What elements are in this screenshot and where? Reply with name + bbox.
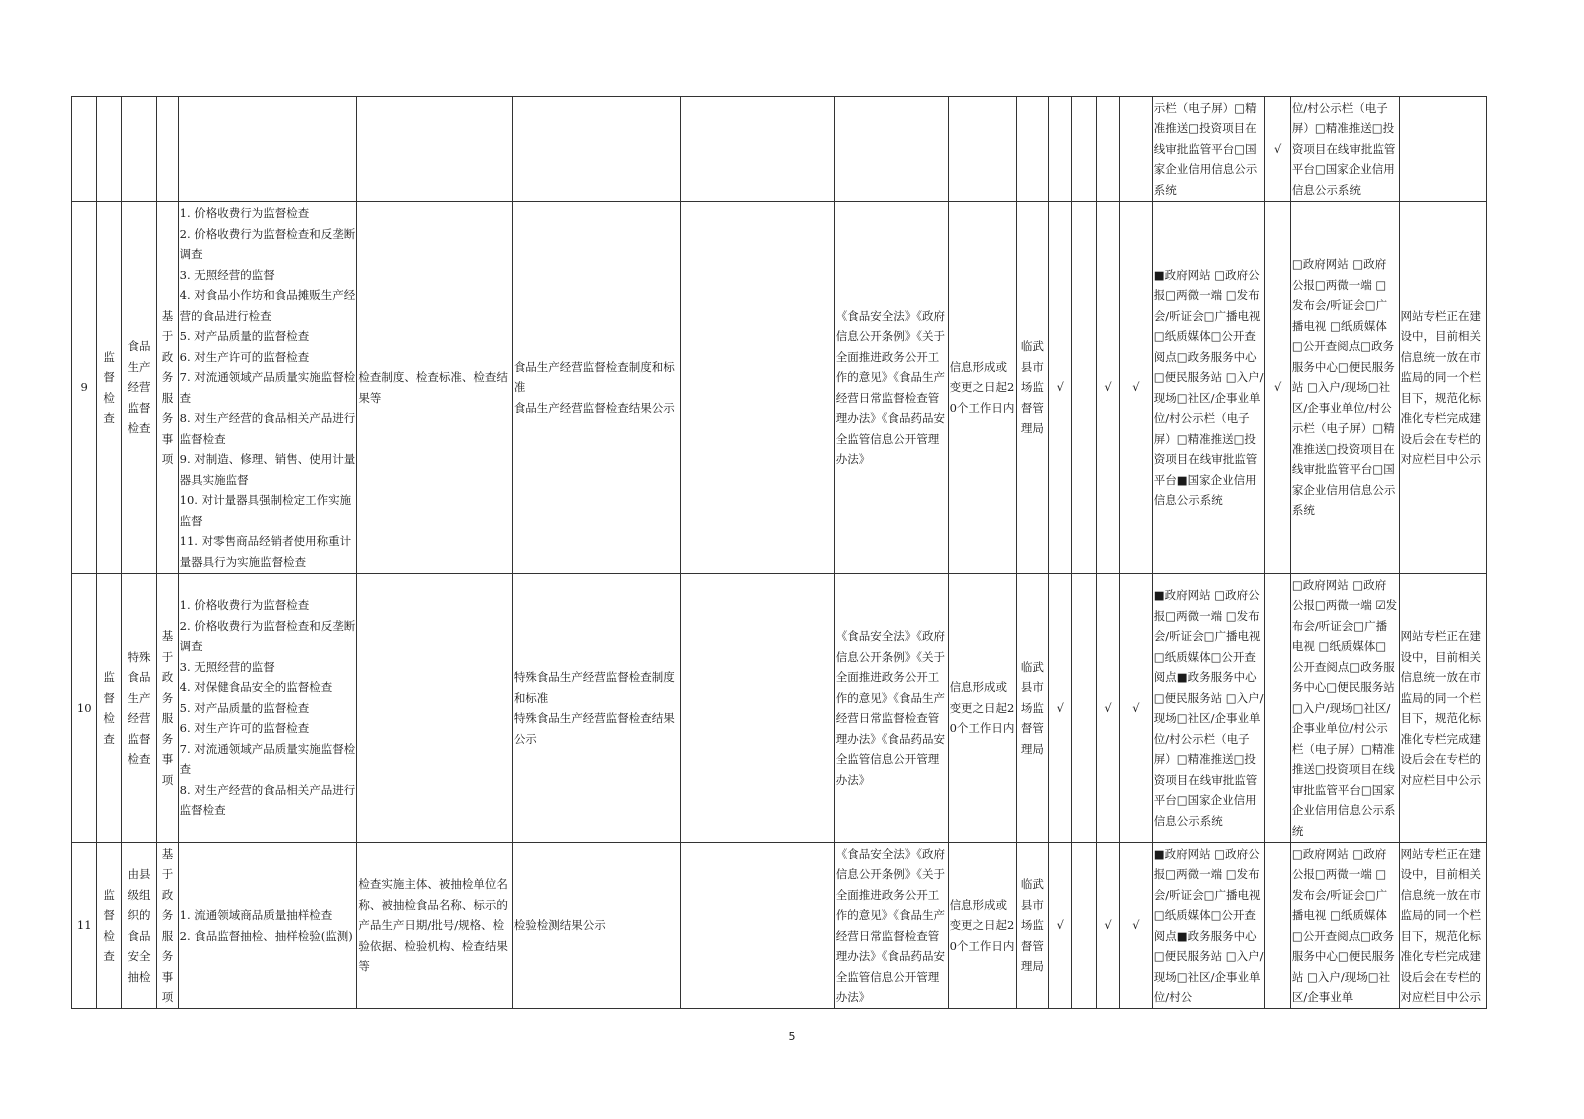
row-mark: √: [1096, 202, 1119, 574]
row-number: 10: [72, 574, 97, 843]
row-item: 特殊食品生产经营监督检查: [121, 574, 157, 843]
row-sub-items-line: 2. 价格收费行为监督检查和反垄断调查: [179, 618, 356, 654]
row-basis: 《食品安全法》《政府信息公开条例》《关于全面推进政务公开工作的意见》《食品生产经营日常监督检查管理办法》《食品药品安全监管信息公开管理办法》: [834, 574, 948, 843]
row-time: 信息形成或变更之日起20个工作日内: [948, 574, 1016, 843]
row-sub-items-line: 4. 对保健食品安全的监督检查: [179, 680, 333, 695]
row-mark-extra: √: [1265, 97, 1290, 202]
row-requirements: [512, 574, 681, 843]
row-sub-items-line: 4. 对食品小作坊和食品摊贩生产经营的食品进行检查: [179, 288, 356, 323]
row-mark: √: [1096, 574, 1119, 843]
row-sub-items: [178, 574, 357, 843]
row-mark-extra: [1265, 574, 1290, 843]
row-item: 食品生产经营监督检查: [121, 202, 157, 574]
row-mark: √: [1049, 574, 1072, 843]
row-subject-type: 基于政务服务事项: [157, 202, 178, 574]
disclosure-table: [71, 96, 1487, 1009]
row-sub-items-line: 3. 无照经营的监督: [179, 659, 275, 674]
row-sub-items-line: 8. 对生产经营的食品相关产品进行监督检查: [179, 411, 356, 446]
row-requirements-line: 特殊食品生产经营监督检查结果公示: [513, 711, 675, 746]
row-category: [97, 97, 121, 202]
row-channels-2: □政府网站 □政府公报□两微一端 ☑发布会/听证会□广播电视 □纸质媒体□公开查阅点□政务服务中心□便民服务站 □入户/现场□社区/企事业单位/村公示栏（电子屏）□精准推送□投资项目在线审批监管平台□国家企业信用信息公示系统: [1290, 574, 1399, 843]
page-number: 5: [788, 1030, 796, 1043]
row-mark: √: [1120, 574, 1153, 843]
row-mark: [1072, 843, 1096, 1009]
row-sub-items-line: 8. 对生产经营的食品相关产品进行监督检查: [179, 782, 356, 818]
row-time: [948, 97, 1016, 202]
row-sub-items-line: 1. 流通领域商品质量抽样检查: [179, 908, 333, 922]
row-category: 监督检查: [97, 843, 121, 1009]
row-requirements-line: 食品生产经营监督检查制度和标准: [513, 359, 675, 395]
row-item: 由县级组织的食品安全抽检: [121, 843, 157, 1009]
row-category: 监督检查: [97, 574, 121, 843]
row-mark: [1120, 97, 1153, 202]
row-content: [357, 574, 512, 843]
row-sub-items-line: 9. 对制造、修理、销售、使用计量器具实施监督: [179, 452, 356, 487]
row-extra: [681, 574, 834, 843]
row-mark: √: [1120, 202, 1153, 574]
row-mark: [1072, 574, 1096, 843]
row-note: 网站专栏正在建设中，目前相关信息统一放在市监局的同一个栏目下，规范化标准化专栏完成建设后会在专栏的对应栏目中公示: [1399, 202, 1486, 574]
row-time: 信息形成或变更之日起20个工作日内: [948, 843, 1016, 1009]
row-requirements-line: 检验检测结果公示: [513, 918, 606, 933]
row-content: [357, 97, 512, 202]
row-channels-2: 位/村公示栏（电子屏）□精准推送□投资项目在线审批监管平台□国家企业信用信息公示系统: [1290, 97, 1399, 202]
row-mark-extra: √: [1265, 202, 1290, 574]
table-row: [72, 843, 1487, 1009]
row-sub-items-line: 7. 对流通领域产品质量实施监督检查: [179, 741, 356, 777]
row-category: 监督检查: [97, 202, 121, 574]
row-channels: ■政府网站 □政府公报□两微一端 □发布会/听证会□广播电视 □纸质媒体□公开查阅点■政务服务中心□便民服务站 □入户/现场□社区/企事业单位/村公: [1152, 843, 1265, 1009]
row-sub-items: [178, 843, 357, 1009]
row-note: 网站专栏正在建设中，目前相关信息统一放在市监局的同一个栏目下，规范化标准化专栏完成建设后会在专栏的对应栏目中公示: [1399, 843, 1486, 1009]
row-requirements: [512, 97, 681, 202]
row-mark: √: [1120, 843, 1153, 1009]
row-number: [72, 97, 97, 202]
row-mark: [1072, 97, 1096, 202]
row-basis: 《食品安全法》《政府信息公开条例》《关于全面推进政务公开工作的意见》《食品生产经营日常监督检查管理办法》《食品药品安全监管信息公开管理办法》: [834, 202, 948, 574]
row-sub-items-line: 6. 对生产许可的监督检查: [179, 721, 310, 736]
row-sub-items: [178, 202, 357, 574]
row-mark: [1072, 202, 1096, 574]
row-sub-items-line: 7. 对流通领域产品质量实施监督检查: [179, 370, 356, 405]
row-channels-2: □政府网站 □政府公报□两微一端 □发布会/听证会□广播电视 □纸质媒体□公开查阅点□政务服务中心□便民服务站 □入户/现场□社区/企事业单位/村公示栏（电子屏）□精准推送□投资项目在线审批监管平台□国家企业信用信息公示系统: [1290, 202, 1399, 574]
row-sub-items-line: 6. 对生产许可的监督检查: [179, 349, 310, 364]
row-requirements: [512, 202, 681, 574]
row-sub-items-line: 3. 无照经营的监督: [179, 267, 275, 282]
row-basis: [834, 97, 948, 202]
row-subject-type: 基于政务服务事项: [157, 574, 178, 843]
row-time: 信息形成或变更之日起20个工作日内: [948, 202, 1016, 574]
row-mark: √: [1049, 202, 1072, 574]
row-item: [121, 97, 157, 202]
row-subject-type: 基于政务服务事项: [157, 843, 178, 1009]
row-extra: [681, 202, 834, 574]
row-mark: √: [1049, 843, 1072, 1009]
row-mark: √: [1096, 843, 1119, 1009]
row-sub-items-line: 1. 价格收费行为监督检查: [179, 598, 310, 613]
row-sub-items-line: 10. 对计量器具强制检定工作实施监督: [179, 493, 352, 528]
row-channels: 示栏（电子屏）□精准推送□投资项目在线审批监管平台□国家企业信用信息公示系统: [1152, 97, 1265, 202]
row-dept: 临武县市场监督管理局: [1016, 574, 1049, 843]
row-dept: 临武县市场监督管理局: [1016, 202, 1049, 574]
row-content: 检查制度、检查标准、检查结果等: [357, 202, 512, 574]
row-basis: 《食品安全法》《政府信息公开条例》《关于全面推进政务公开工作的意见》《食品生产经营日常监督检查管理办法》《食品药品安全监管信息公开管理办法》: [834, 843, 948, 1009]
row-content: 检查实施主体、被抽检单位名称、被抽检食品名称、标示的产品生产日期/批号/规格、检验依据、检验机构、检查结果等: [357, 843, 512, 1009]
row-dept: 临武县市场监督管理局: [1016, 843, 1049, 1009]
table-row: [72, 97, 1487, 202]
row-extra: [681, 843, 834, 1009]
row-note: 网站专栏正在建设中，目前相关信息统一放在市监局的同一个栏目下，规范化标准化专栏完成建设后会在专栏的对应栏目中公示: [1399, 574, 1486, 843]
row-sub-items-line: 11. 对零售商品经销者使用称重计量器具行为实施监督检查: [179, 534, 352, 569]
row-mark: [1096, 97, 1119, 202]
row-sub-items: [178, 97, 357, 202]
row-sub-items-line: 5. 对产品质量的监督检查: [179, 700, 310, 715]
row-extra: [681, 97, 834, 202]
row-sub-items-line: 1. 价格收费行为监督检查: [179, 206, 310, 220]
row-sub-items-line: 2. 价格收费行为监督检查和反垄断调查: [179, 226, 356, 261]
row-mark: [1049, 97, 1072, 202]
row-channels-2: □政府网站 □政府公报□两微一端 □发布会/听证会□广播电视 □纸质媒体□公开查阅点□政务服务中心□便民服务站 □入户/现场□社区/企事业单: [1290, 843, 1399, 1009]
row-dept: [1016, 97, 1049, 202]
row-mark-extra: [1265, 843, 1290, 1009]
row-subject-type: [157, 97, 178, 202]
row-note: [1399, 97, 1486, 202]
row-channels: ■政府网站 □政府公报□两微一端 □发布会/听证会□广播电视 □纸质媒体□公开查阅点□政务服务中心□便民服务站 □入户/现场□社区/企事业单位/村公示栏（电子屏）□精准推送□投资项目在线审批监管平台■国家企业信用信息公示系统: [1152, 202, 1265, 574]
row-sub-items-line: 2. 食品监督抽检、抽样检验(监测): [179, 928, 353, 943]
row-number: 11: [72, 843, 97, 1009]
row-requirements-line: 特殊食品生产经营监督检查制度和标准: [513, 670, 675, 705]
row-number: 9: [72, 202, 97, 574]
row-requirements: [512, 843, 681, 1009]
row-channels: ■政府网站 □政府公报□两微一端 □发布会/听证会□广播电视 □纸质媒体□公开查阅点■政务服务中心□便民服务站 □入户/现场□社区/企事业单位/村公示栏（电子屏）□精准推送□投资项目在线审批监管平台□国家企业信用信息公示系统: [1152, 574, 1265, 843]
row-sub-items-line: 5. 对产品质量的监督检查: [179, 329, 310, 343]
table-row: [72, 202, 1487, 574]
row-requirements-line: 食品生产经营监督检查结果公示: [513, 400, 675, 415]
table-row: [72, 574, 1487, 843]
